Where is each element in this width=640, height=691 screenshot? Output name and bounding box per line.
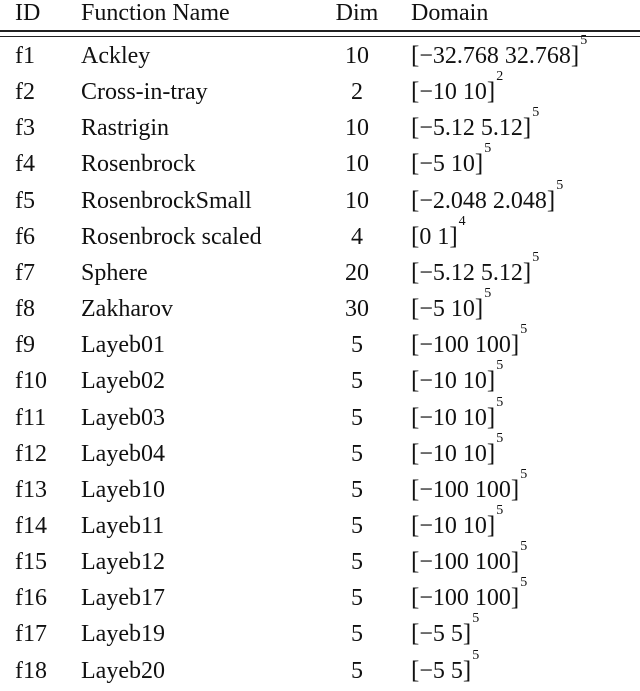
domain-exponent: 5: [496, 358, 504, 374]
function-dim: 10: [345, 151, 369, 178]
close-bracket: ]: [522, 114, 532, 142]
function-id: f10: [15, 368, 47, 395]
open-bracket: [: [411, 548, 420, 576]
close-bracket: ]: [486, 439, 496, 467]
close-bracket: ]: [486, 511, 496, 539]
table-row: [0, 502, 640, 544]
open-bracket: [: [411, 584, 420, 612]
close-bracket: ]: [522, 258, 532, 286]
domain-lower: −5: [419, 296, 445, 323]
domain-exponent: 5: [532, 105, 540, 121]
table-row: [0, 105, 640, 146]
domain-exponent: 5: [520, 575, 528, 591]
domain-upper: 2.048: [492, 187, 547, 214]
domain-upper: 10: [462, 368, 487, 395]
domain-lower: −10: [419, 79, 457, 106]
open-bracket: [: [411, 367, 420, 395]
domain-exponent: 2: [496, 69, 504, 85]
function-dim: 10: [345, 115, 369, 142]
domain-lower: −5: [419, 621, 445, 648]
function-name: Layeb04: [81, 440, 165, 467]
function-id: f17: [15, 621, 47, 648]
domain-lower: −100: [419, 476, 469, 503]
function-name: Layeb19: [81, 621, 165, 648]
domain-exponent: 5: [472, 647, 480, 663]
function-id: f18: [15, 657, 47, 684]
function-dim: 5: [351, 549, 363, 576]
domain-lower: −32.768: [419, 43, 499, 69]
close-bracket: ]: [449, 222, 458, 250]
function-dim: 5: [351, 440, 363, 467]
function-id: f8: [15, 296, 35, 323]
domain-lower: −100: [419, 585, 469, 612]
function-dim: 5: [351, 404, 363, 431]
domain-exponent: 5: [556, 177, 564, 193]
function-name: Layeb02: [81, 368, 165, 395]
domain-lower: −10: [419, 368, 457, 395]
domain-upper: 32.768: [504, 43, 571, 69]
function-domain: [411, 575, 528, 616]
header-id: ID: [15, 0, 41, 26]
open-bracket: [: [411, 78, 420, 106]
domain-lower: −5: [419, 151, 445, 178]
function-name: Cross-in-tray: [81, 79, 208, 106]
table-row: [0, 33, 640, 74]
domain-lower: −100: [419, 549, 469, 576]
table-row: [0, 430, 640, 472]
domain-upper: 5: [450, 657, 463, 684]
open-bracket: [: [411, 331, 420, 359]
open-bracket: [: [411, 511, 420, 539]
header-function-name: Function Name: [81, 0, 230, 26]
header-rule-top: [0, 30, 640, 32]
function-dim: 5: [351, 332, 363, 359]
function-domain: [411, 502, 504, 544]
domain-lower: 0: [419, 223, 432, 250]
function-domain: [411, 539, 528, 580]
function-dim: 30: [345, 296, 369, 323]
function-dim: 5: [351, 512, 363, 539]
open-bracket: [: [411, 656, 420, 684]
function-name: Layeb03: [81, 404, 165, 431]
domain-exponent: 5: [532, 249, 540, 265]
domain-lower: −100: [419, 332, 469, 359]
domain-exponent: 5: [496, 430, 504, 446]
function-name: Sphere: [81, 259, 148, 286]
function-domain: [411, 394, 504, 436]
function-name: Rosenbrock scaled: [81, 223, 262, 250]
open-bracket: [: [411, 222, 420, 250]
header-rule-bottom: [0, 36, 640, 37]
function-domain: [411, 105, 540, 146]
domain-exponent: 5: [472, 611, 480, 627]
function-dim: 5: [351, 585, 363, 612]
close-bracket: ]: [486, 367, 496, 395]
function-domain: [411, 611, 480, 652]
table-row: [0, 141, 640, 182]
table-row: [0, 647, 640, 689]
table-row: [0, 575, 640, 616]
close-bracket: ]: [474, 295, 484, 323]
close-bracket: ]: [546, 186, 556, 214]
domain-upper: 10: [462, 440, 487, 467]
function-domain: [411, 249, 540, 291]
domain-exponent: 5: [484, 286, 492, 302]
function-name: Rosenbrock: [81, 151, 196, 178]
function-id: f6: [15, 223, 35, 250]
function-dim: 5: [351, 368, 363, 395]
function-id: f11: [15, 404, 47, 431]
function-id: f1: [15, 43, 35, 69]
function-name: Rastrigin: [81, 115, 169, 142]
close-bracket: ]: [462, 620, 472, 648]
function-name: Layeb12: [81, 549, 165, 576]
function-name: Zakharov: [81, 296, 173, 323]
table-row: [0, 69, 640, 110]
table-row: [0, 286, 640, 327]
function-dim: 20: [345, 259, 369, 286]
function-name: Layeb10: [81, 476, 165, 503]
function-id: f2: [15, 79, 35, 106]
function-domain: [411, 286, 492, 327]
close-bracket: ]: [510, 475, 520, 503]
table-row: [0, 177, 640, 219]
close-bracket: ]: [486, 403, 496, 431]
open-bracket: [: [411, 186, 420, 214]
function-id: f16: [15, 585, 47, 612]
close-bracket: ]: [510, 331, 520, 359]
function-id: f14: [15, 512, 47, 539]
domain-upper: 10: [450, 151, 475, 178]
open-bracket: [: [411, 42, 420, 69]
open-bracket: [: [411, 403, 420, 431]
close-bracket: ]: [462, 656, 472, 684]
domain-exponent: 5: [496, 394, 504, 410]
domain-upper: 10: [462, 404, 487, 431]
open-bracket: [: [411, 114, 420, 142]
function-name: Layeb11: [81, 512, 165, 539]
table-header-row: [0, 0, 640, 31]
domain-upper: 100: [474, 476, 511, 503]
function-name: RosenbrockSmall: [81, 187, 252, 214]
domain-upper: 1: [437, 223, 450, 250]
function-dim: 5: [351, 657, 363, 684]
table-row: [0, 611, 640, 652]
domain-lower: −10: [419, 404, 457, 431]
domain-lower: −10: [419, 440, 457, 467]
close-bracket: ]: [510, 584, 520, 612]
domain-lower: −5.12: [419, 259, 475, 286]
function-dim: 5: [351, 476, 363, 503]
table-row: [0, 213, 640, 255]
function-dim: 4: [351, 223, 363, 250]
close-bracket: ]: [510, 548, 520, 576]
domain-lower: −5: [419, 657, 445, 684]
open-bracket: [: [411, 620, 420, 648]
table-row: [0, 539, 640, 580]
domain-exponent: 5: [496, 502, 504, 518]
domain-upper: 5: [450, 621, 463, 648]
domain-upper: 10: [450, 296, 475, 323]
function-id: f15: [15, 549, 47, 576]
table-row: [0, 358, 640, 399]
domain-upper: 10: [462, 79, 487, 106]
function-id: f9: [15, 332, 35, 359]
domain-upper: 100: [474, 549, 511, 576]
function-dim: 10: [345, 43, 369, 69]
function-domain: [411, 647, 480, 689]
function-domain: [411, 213, 466, 255]
domain-upper: 5.12: [480, 115, 523, 142]
function-name: Ackley: [81, 43, 151, 69]
table-row: [0, 394, 640, 436]
header-dim: Dim: [335, 0, 379, 26]
header-domain: Domain: [411, 0, 489, 26]
function-domain: [411, 430, 504, 472]
domain-upper: 10: [462, 512, 487, 539]
function-id: f3: [15, 115, 35, 142]
function-domain: [411, 358, 504, 399]
open-bracket: [: [411, 150, 420, 178]
function-name: Layeb20: [81, 657, 165, 684]
open-bracket: [: [411, 439, 420, 467]
function-id: f12: [15, 440, 47, 467]
domain-exponent: 5: [520, 539, 528, 555]
function-dim: 5: [351, 621, 363, 648]
function-name: Layeb17: [81, 585, 165, 612]
domain-exponent: 4: [458, 213, 466, 229]
function-domain: [411, 69, 504, 110]
domain-lower: −2.048: [419, 187, 487, 214]
table-row: [0, 322, 640, 363]
domain-exponent: 5: [580, 33, 588, 48]
function-domain: [411, 322, 528, 363]
function-id: f4: [15, 151, 35, 178]
domain-exponent: 5: [520, 466, 528, 482]
domain-upper: 100: [474, 332, 511, 359]
domain-lower: −5.12: [419, 115, 475, 142]
function-dim: 2: [351, 79, 363, 106]
function-domain: [411, 177, 564, 219]
domain-exponent: 5: [520, 322, 528, 338]
open-bracket: [: [411, 295, 420, 323]
function-id: f5: [15, 187, 35, 214]
function-id: f7: [15, 259, 35, 286]
domain-exponent: 5: [484, 141, 492, 157]
close-bracket: ]: [570, 42, 580, 69]
domain-lower: −10: [419, 512, 457, 539]
close-bracket: ]: [486, 78, 496, 106]
domain-upper: 5.12: [480, 259, 523, 286]
function-domain: [411, 141, 492, 182]
close-bracket: ]: [474, 150, 484, 178]
table-row: [0, 466, 640, 508]
table-row: [0, 249, 640, 291]
function-id: f13: [15, 476, 47, 503]
domain-upper: 100: [474, 585, 511, 612]
open-bracket: [: [411, 475, 420, 503]
function-domain: [411, 466, 528, 508]
open-bracket: [: [411, 258, 420, 286]
function-name: Layeb01: [81, 332, 165, 359]
function-dim: 10: [345, 187, 369, 214]
